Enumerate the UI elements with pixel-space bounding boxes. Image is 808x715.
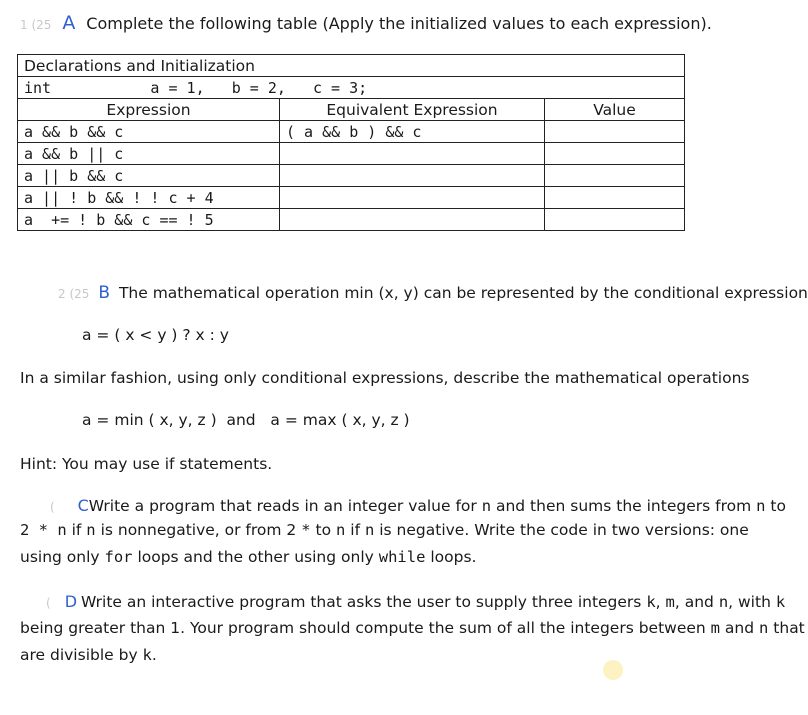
part-c-prefix: ( [50, 500, 55, 514]
c-var-n: n [57, 521, 67, 539]
min-max-ops: a = min ( x, y, z ) and a = max ( x, y, z ) [82, 411, 410, 429]
part-a-label: A [62, 12, 76, 34]
equivalent-cell[interactable] [280, 209, 545, 231]
table-row [18, 165, 685, 187]
part-d-label: D [64, 592, 78, 611]
c-for: for [104, 548, 133, 566]
c-var-n: n [364, 521, 375, 539]
c-text-2d: if [345, 521, 365, 539]
c-star: * [301, 521, 311, 539]
d-and2: and [720, 619, 760, 637]
d-var-k: k [775, 593, 786, 611]
value-cell[interactable] [545, 165, 685, 187]
d-with: , with [728, 593, 776, 611]
equivalent-cell[interactable]: ( a && b ) && c [280, 121, 545, 143]
d-that: that [768, 619, 805, 637]
table-row [18, 121, 685, 143]
c-text-1c: to [765, 497, 786, 515]
header-expression: Expression [18, 99, 280, 121]
c-while: while [378, 548, 426, 566]
part-b-text: The mathematical operation min (x, y) can be represented by the conditional expression [118, 284, 808, 302]
c-text-3c: loops. [425, 548, 477, 566]
header-value: Value [545, 99, 685, 121]
c-var-n: n [336, 521, 346, 539]
c-text-1b: and then sums the integers from [491, 497, 757, 515]
d-text-3a: are divisible by [20, 646, 143, 664]
d-period: . [151, 646, 157, 664]
value-cell[interactable] [545, 143, 685, 165]
expression-cell: a || b && c [18, 165, 280, 187]
d-text-2a: being greater than 1. Your program should compute the sum of all the integers between [20, 619, 711, 637]
header-equivalent: Equivalent Expression [280, 99, 545, 121]
hint-text: Hint: You may use if statements. [20, 455, 273, 473]
c-text-3a: using only [20, 548, 105, 566]
c-text-1a: Write a program that reads in an integer value for [88, 497, 482, 515]
c-text-2b: is nonnegative, or from 2 [95, 521, 302, 539]
table-row [18, 143, 685, 165]
part-a-title: Complete the following table (Apply the initialized values to each expression). [86, 14, 712, 33]
table-row [18, 187, 685, 209]
d-var-m: m [710, 619, 720, 637]
c-var-n: n [86, 521, 96, 539]
part-c-line-1 [20, 496, 786, 515]
d-comma: , [655, 593, 666, 611]
part-c-line-2 [20, 521, 749, 539]
c-text-3b: loops and the other using only [132, 548, 379, 566]
equivalent-cell[interactable] [280, 143, 545, 165]
declarations-title: Declarations and Initialization [18, 55, 685, 77]
c-two-star: 2 * [20, 521, 58, 539]
d-text-1a: Write an interactive program that asks the user to supply three integers [81, 593, 647, 611]
c-text-2c: to [310, 521, 336, 539]
similar-text: In a similar fashion, using only conditional expressions, describe the mathematical operations [20, 369, 750, 387]
part-b-label: B [98, 283, 111, 303]
part-d-line-3 [20, 646, 157, 664]
c-text-2a: if [66, 521, 87, 539]
expression-cell: a += ! b && c == ! 5 [18, 209, 280, 231]
d-var-n: n [759, 619, 769, 637]
d-var-n: n [718, 593, 729, 611]
equivalent-cell[interactable] [280, 187, 545, 209]
c-var-n: n [756, 497, 766, 515]
declarations-line: int a = 1, b = 2, c = 3; [18, 77, 685, 99]
c-var-n: n [481, 497, 492, 515]
expressions-table [17, 54, 685, 231]
c-text-2e: is negative. Write the code in two versions: one [374, 521, 749, 539]
value-cell[interactable] [545, 121, 685, 143]
part-b-heading [58, 283, 808, 303]
table-row [18, 209, 685, 231]
expression-cell: a && b && c [18, 121, 280, 143]
part-d-line-1 [20, 592, 785, 611]
part-c-line-3 [20, 548, 476, 566]
d-var-k: k [646, 593, 656, 611]
part-d-prefix: ( [46, 596, 51, 610]
part-a-heading [20, 12, 712, 34]
min-formula: a = ( x < y ) ? x : y [82, 326, 229, 344]
part-c-label: C [77, 496, 89, 515]
value-cell[interactable] [545, 187, 685, 209]
equivalent-cell[interactable] [280, 165, 545, 187]
part-d-line-2 [20, 619, 805, 637]
d-var-k: k [142, 646, 152, 664]
d-var-m: m [665, 593, 675, 611]
highlight-dot [603, 660, 623, 680]
part-b-prefix: 2 (25 [58, 287, 90, 301]
part-a-prefix: 1 (25 [20, 18, 52, 32]
value-cell[interactable] [545, 209, 685, 231]
expression-cell: a && b || c [18, 143, 280, 165]
expression-cell: a || ! b && ! ! c + 4 [18, 187, 280, 209]
d-and: , and [674, 593, 719, 611]
